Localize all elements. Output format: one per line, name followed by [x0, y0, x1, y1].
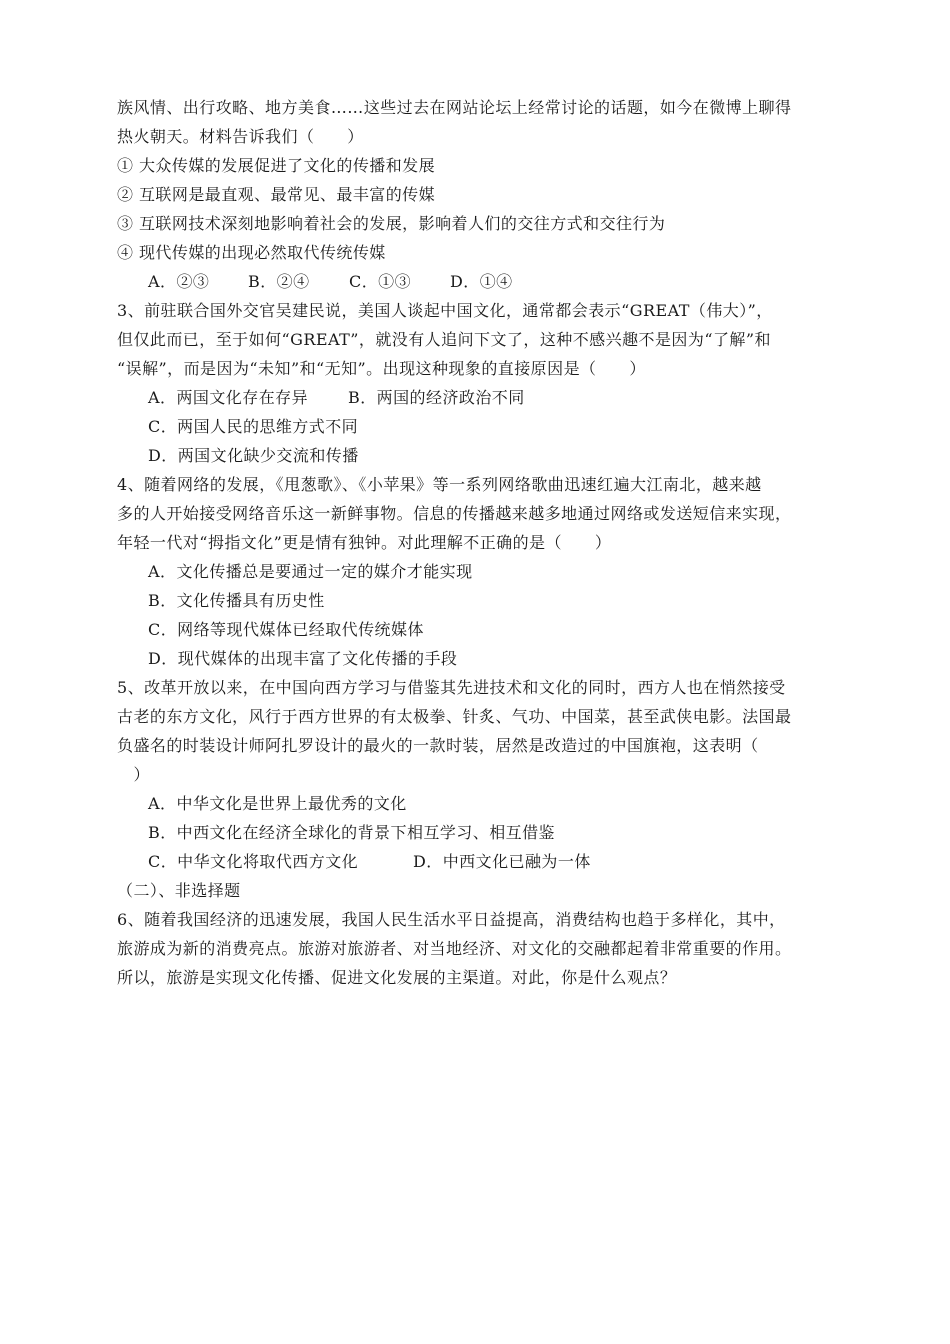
- q5-stem-line-1: 5、改革开放以来，在中国向西方学习与借鉴其先进技术和文化的同时，西方人也在悄然接受: [117, 678, 786, 697]
- q5-stem-line-2: 古老的东方文化，风行于西方世界的有太极拳、针炙、气功、中国菜，甚至武侠电影。法国最: [117, 707, 792, 726]
- q2-statement-2: ② 互联网是最直观、最常见、最丰富的传媒: [117, 185, 436, 204]
- q4-option-c: C．网络等现代媒体已经取代传统媒体: [148, 620, 424, 639]
- q4-option-b: B．文化传播具有历史性: [148, 591, 325, 610]
- q4-stem-line-3: 年轻一代对“拇指文化”更是情有独钟。对此理解不正确的是（ ）: [117, 533, 612, 552]
- section-heading-non-choice: （二）、非选择题: [117, 881, 241, 900]
- q3-option-c: C．两国人民的思维方式不同: [148, 417, 359, 436]
- q2-stem-line-2: 热火朝天。材料告诉我们（ ）: [117, 127, 364, 146]
- q5-option-a: A．中华文化是世界上最优秀的文化: [148, 794, 407, 813]
- q3-stem-line-1: 3、前驻联合国外交官吴建民说，美国人谈起中国文化，通常都会表示“GREAT（伟大）”，: [117, 301, 773, 320]
- q4-stem-line-2: 多的人开始接受网络音乐这一新鲜事物。信息的传播越来越多地通过网络或发送短信来实现，: [117, 504, 792, 523]
- q5-option-d: D．中西文化已融为一体: [413, 852, 591, 871]
- q6-stem-line-2: 旅游成为新的消费亮点。旅游对旅游者、对当地经济、对文化的交融都起着非常重要的作用。: [117, 939, 792, 958]
- q5-option-b: B．中西文化在经济全球化的背景下相互学习、相互借鉴: [148, 823, 556, 842]
- q6-stem-line-1: 6、随着我国经济的迅速发展，我国人民生活水平日益提高，消费结构也趋于多样化，其中，: [117, 910, 786, 929]
- q4-stem-line-1: 4、随着网络的发展，《甩葱歌》、《小苹果》等一系列网络歌曲迅速红遍大江南北，越来越: [117, 475, 762, 494]
- q2-options-row: [148, 272, 513, 292]
- q5-stem-line-3: 负盛名的时装设计师阿扎罗设计的最火的一款时装，居然是改造过的中国旗袍，这表明（: [117, 736, 759, 755]
- q2-option-c: C．①③: [349, 272, 412, 291]
- q3-stem-line-2: 但仅此而已，至于如何“GREAT”，就没有人追问下文了，这种不感兴趣不是因为“了解”和: [117, 330, 771, 349]
- q6-stem-line-3: 所以，旅游是实现文化传播、促进文化发展的主渠道。对此，你是什么观点？: [117, 968, 677, 987]
- q2-option-a: A．②③: [148, 272, 210, 291]
- q2-option-b: B．②④: [248, 272, 310, 291]
- q3-option-b: B．两国的经济政治不同: [348, 388, 525, 407]
- q2-option-d: D．①④: [450, 272, 513, 291]
- q3-option-a: A．两国文化存在存异: [148, 388, 309, 407]
- q2-statement-4: ④ 现代传媒的出现必然取代传统传媒: [117, 243, 386, 262]
- q4-option-a: A．文化传播总是要通过一定的媒介才能实现: [148, 562, 473, 581]
- q3-stem-line-3: “误解”，而是因为“未知”和“无知”。出现这种现象的直接原因是（ ）: [117, 359, 646, 378]
- q2-stem-line-1: 族风情、出行攻略、地方美食……这些过去在网站论坛上经常讨论的话题，如今在微博上聊得: [117, 98, 792, 117]
- q2-statement-3: ③ 互联网技术深刻地影响着社会的发展，影响着人们的交往方式和交往行为: [117, 214, 666, 233]
- q5-stem-line-4: ）: [117, 765, 150, 784]
- q3-option-d: D．两国文化缺少交流和传播: [148, 446, 359, 465]
- q4-option-d: D．现代媒体的出现丰富了文化传播的手段: [148, 649, 458, 668]
- q3-options-row-1: [148, 388, 525, 408]
- q5-options-row-cd: [148, 852, 591, 872]
- q2-statement-1: ① 大众传媒的发展促进了文化的传播和发展: [117, 156, 436, 175]
- q5-option-c: C．中华文化将取代西方文化: [148, 852, 359, 871]
